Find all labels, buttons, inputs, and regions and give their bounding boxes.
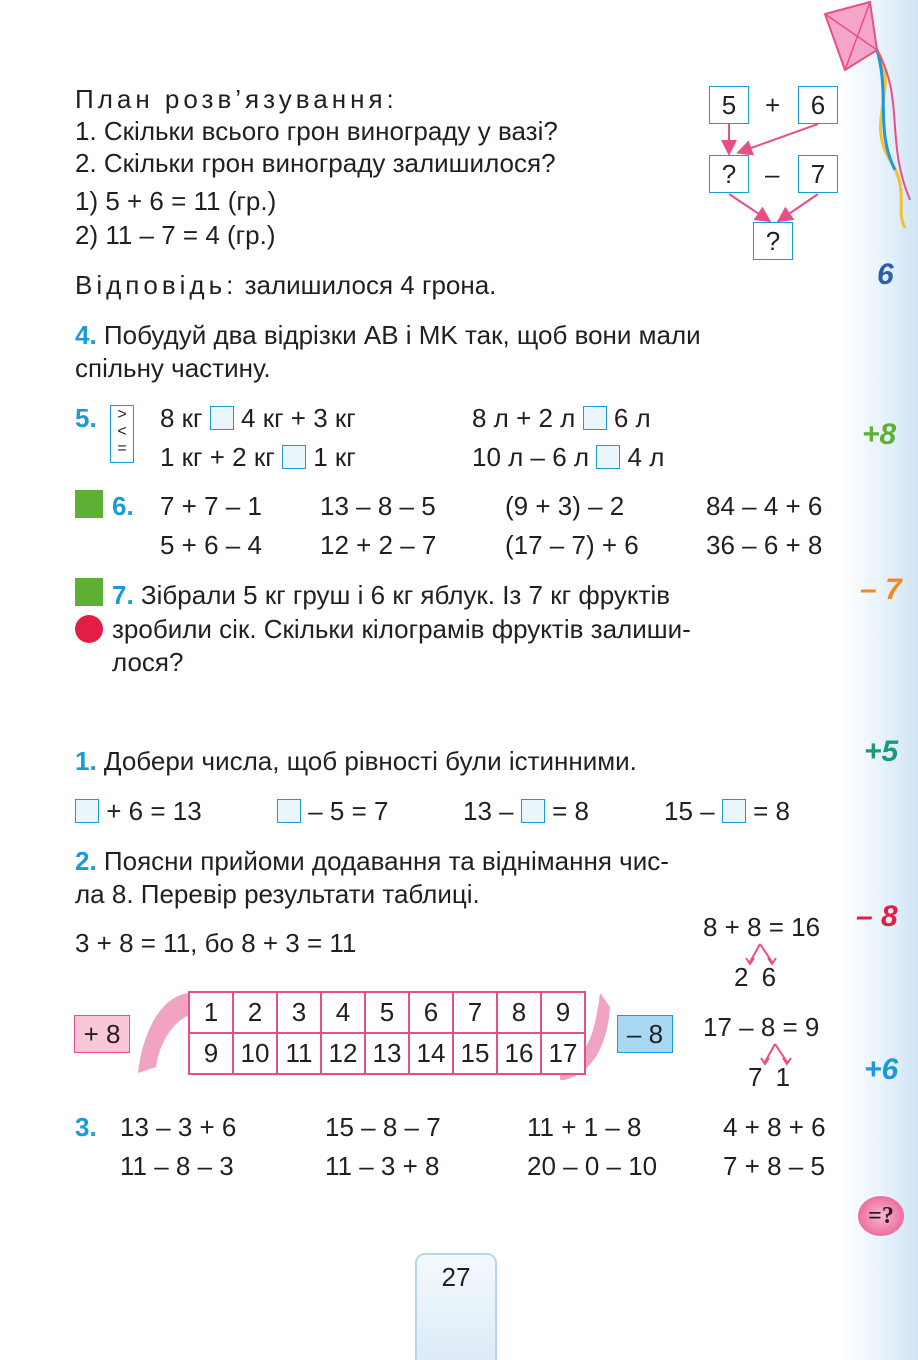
solution-step-1: 1) 5 + 6 = 11 (гр.) xyxy=(75,186,277,216)
page-number: 27 xyxy=(415,1253,497,1360)
table-cell: 13 xyxy=(365,1033,409,1074)
exercise-2-number: 2. xyxy=(75,846,97,876)
expr-right: 1 кг xyxy=(313,442,356,472)
task-7-line-3: лося? xyxy=(112,647,184,677)
table-cell: 9 xyxy=(541,992,585,1033)
scheme-box-a: 5 xyxy=(709,86,749,124)
table-cell: 11 xyxy=(277,1033,321,1074)
scheme-plus: + xyxy=(765,90,781,120)
task-6-expr: (17 – 7) + 6 xyxy=(505,530,639,560)
add-parts: 2 6 xyxy=(734,962,777,992)
equation-text: – 5 = 7 xyxy=(308,796,389,826)
scheme-box-b: 6 xyxy=(798,86,838,124)
green-square-icon xyxy=(75,490,103,518)
plus-8-tag: + 8 xyxy=(74,1015,130,1053)
answer-box[interactable] xyxy=(583,406,607,430)
table-cell: 1 xyxy=(189,992,233,1033)
task-4-line-2: спільну частину. xyxy=(75,353,271,383)
task-5-row2-b xyxy=(472,442,664,472)
answer-text: залишилося 4 грона. xyxy=(244,270,497,300)
equation-1 xyxy=(75,796,202,826)
sidebar-label-1: 6 xyxy=(877,258,894,291)
table-cell: 3 xyxy=(277,992,321,1033)
table-cell: 7 xyxy=(453,992,497,1033)
scheme-box-q2: ? xyxy=(753,222,793,260)
expr-left: 8 л + 2 л xyxy=(472,403,576,433)
task-4-number: 4. xyxy=(75,320,97,350)
answer-box[interactable] xyxy=(282,445,306,469)
exercise-1-number: 1. xyxy=(75,746,97,776)
task-6-number: 6. xyxy=(112,491,134,521)
exercise-1 xyxy=(75,746,637,776)
exercise-2-line-2: ла 8. Перевір результати таблиці. xyxy=(75,879,480,909)
answer-box[interactable] xyxy=(596,445,620,469)
help-badge-icon: =? xyxy=(858,1196,904,1236)
example-equation: 3 + 8 = 11, бо 8 + 3 = 11 xyxy=(75,928,357,958)
expr-right: 4 л xyxy=(627,442,665,472)
exercise-3-expr: 13 – 3 + 6 xyxy=(120,1112,237,1142)
comparison-signs: > < = xyxy=(110,405,134,463)
scheme-minus: – xyxy=(765,159,780,189)
split-arrows-icon xyxy=(755,1042,805,1068)
exercise-1-text: Добери числа, щоб рівності були істинними. xyxy=(103,746,637,776)
expr-left: 10 л – 6 л xyxy=(472,442,590,472)
expr-right: 6 л xyxy=(613,403,651,433)
task-7-line-2: зробили сік. Скільки кілограмів фруктів залиши- xyxy=(112,614,691,644)
equation-3 xyxy=(463,796,589,826)
scheme-box-c: 7 xyxy=(798,155,838,193)
expr-left: 1 кг + 2 кг xyxy=(160,442,275,472)
answer-box[interactable] xyxy=(277,799,301,823)
task-4-line-1: Побудуй два відрізки AB і MK так, щоб вони мали xyxy=(103,320,701,350)
table-cell: 15 xyxy=(453,1033,497,1074)
task-6-expr: 12 + 2 – 7 xyxy=(320,530,437,560)
table-cell: 6 xyxy=(409,992,453,1033)
expr-left: 8 кг xyxy=(160,403,203,433)
split-arrows-icon xyxy=(740,942,790,968)
table-row-top xyxy=(189,992,585,1033)
task-5-row1-a xyxy=(160,403,356,433)
equation-text: 15 – xyxy=(664,796,715,826)
exercise-3-expr: 11 – 8 – 3 xyxy=(120,1151,234,1181)
task-6-expr: 36 – 6 + 8 xyxy=(706,530,823,560)
sub-parts: 7 1 xyxy=(748,1062,791,1092)
table-cell: 8 xyxy=(497,992,541,1033)
expr-right: 4 кг + 3 кг xyxy=(241,403,356,433)
table-cell: 16 xyxy=(497,1033,541,1074)
task-5-row2-a xyxy=(160,442,356,472)
exercise-3-expr: 11 + 1 – 8 xyxy=(527,1112,642,1142)
sidebar-label-5: – 8 xyxy=(856,900,898,933)
minus-8-tag: – 8 xyxy=(617,1015,673,1053)
task-5-number: 5. xyxy=(75,403,97,433)
table-cell: 17 xyxy=(541,1033,585,1074)
sidebar-label-2: +8 xyxy=(862,418,897,451)
exercise-3-number: 3. xyxy=(75,1112,97,1142)
exercise-2-line-1: Поясни прийоми додавання та віднімання чис- xyxy=(103,846,669,876)
equation-text: = 8 xyxy=(753,796,790,826)
task-6-expr: 13 – 8 – 5 xyxy=(320,491,436,521)
answer-label: Відповідь: xyxy=(75,270,238,300)
green-square-icon xyxy=(75,578,103,606)
sidebar-label-6: +6 xyxy=(864,1053,899,1086)
exercise-3-expr: 7 + 8 – 5 xyxy=(723,1151,825,1181)
task-5-row1-b xyxy=(472,403,651,433)
task-7 xyxy=(112,580,670,610)
task-6-expr: 7 + 7 – 1 xyxy=(160,491,262,521)
plan-question-2: 2. Скільки грон винограду залишилося? xyxy=(75,148,556,178)
answer-box[interactable] xyxy=(210,406,234,430)
red-circle-icon xyxy=(75,615,103,643)
solution-step-2: 2) 11 – 7 = 4 (гр.) xyxy=(75,220,276,250)
exercise-3-expr: 4 + 8 + 6 xyxy=(723,1112,826,1142)
answer-box[interactable] xyxy=(722,799,746,823)
sidebar-label-4: +5 xyxy=(864,735,899,768)
addition-table xyxy=(188,991,586,1075)
table-cell: 5 xyxy=(365,992,409,1033)
equation-text: 13 – xyxy=(463,796,514,826)
task-6-expr: (9 + 3) – 2 xyxy=(505,491,625,521)
equation-text: + 6 = 13 xyxy=(106,796,202,826)
scheme-arrows xyxy=(700,120,845,230)
add-equation: 8 + 8 = 16 xyxy=(703,912,821,942)
sub-equation: 17 – 8 = 9 xyxy=(703,1012,820,1042)
plan-heading: План розв’язування: xyxy=(75,84,398,114)
exercise-2 xyxy=(75,846,669,876)
equation-text: = 8 xyxy=(552,796,589,826)
scheme-box-q1: ? xyxy=(709,155,749,193)
exercise-3-expr: 11 – 3 + 8 xyxy=(325,1151,440,1181)
answer-box[interactable] xyxy=(521,799,545,823)
equation-2 xyxy=(277,796,388,826)
task-7-number: 7. xyxy=(112,580,134,610)
task-4 xyxy=(75,320,701,350)
exercise-3-expr: 20 – 0 – 10 xyxy=(527,1151,658,1181)
exercise-3-expr: 15 – 8 – 7 xyxy=(325,1112,441,1142)
table-row-bottom xyxy=(189,1033,585,1074)
table-cell: 2 xyxy=(233,992,277,1033)
table-cell: 12 xyxy=(321,1033,365,1074)
sidebar-label-3: – 7 xyxy=(860,573,902,606)
answer-box[interactable] xyxy=(75,799,99,823)
table-cell: 4 xyxy=(321,992,365,1033)
table-cell: 10 xyxy=(233,1033,277,1074)
task-6-expr: 84 – 4 + 6 xyxy=(706,491,823,521)
task-6-expr: 5 + 6 – 4 xyxy=(160,530,262,560)
table-cell: 14 xyxy=(409,1033,453,1074)
answer xyxy=(75,270,496,300)
table-cell: 9 xyxy=(189,1033,233,1074)
equation-4 xyxy=(664,796,790,826)
plan-question-1: 1. Скільки всього грон винограду у вазі? xyxy=(75,116,558,146)
task-7-line-1: Зібрали 5 кг груш і 6 кг яблук. Із 7 кг фруктів xyxy=(140,580,671,610)
